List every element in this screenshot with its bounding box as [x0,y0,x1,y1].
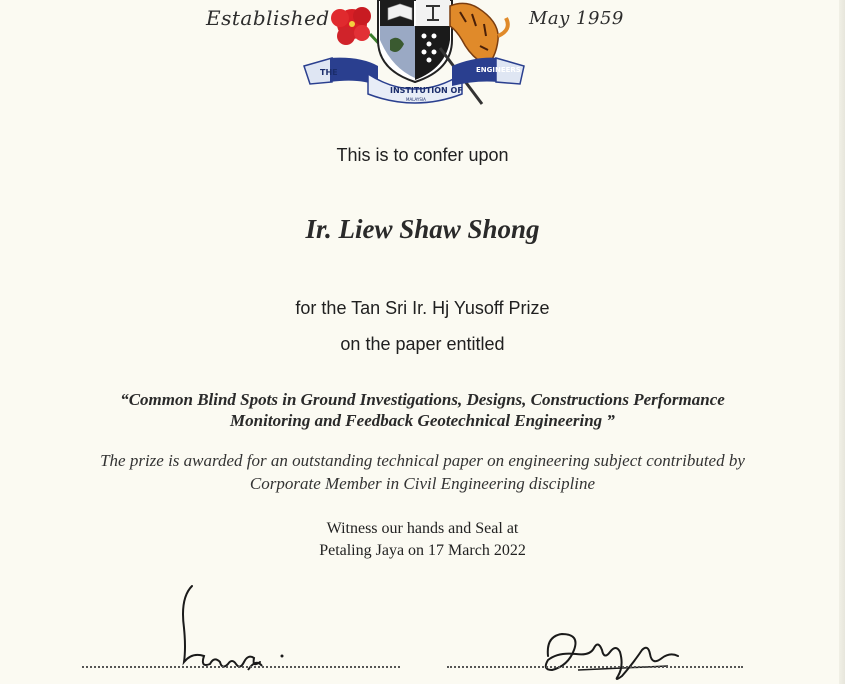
prize-description [60,449,785,495]
witness-line-1: Witness our hands and Seal at [326,520,519,537]
prize-description-line-1: The prize is awarded for an outstanding technical paper on engineering subject contributed by [100,451,745,470]
paper-title-line-1: “Common Blind Spots in Ground Investigations, Designs, Constructions Performance [120,390,725,409]
paper-title-line-2: Monitoring and Feedback Geotechnical Engineering ” [230,411,615,430]
prize-description-line-2: Corporate Member in Civil Engineering discipline [249,474,596,493]
prize-text: for the Tan Sri Ir. Hj Yusoff Prize [295,298,550,318]
recipient-name: Ir. Liew Shaw Shong [305,214,540,244]
paper-intro-text: on the paper entitled [340,334,505,354]
scroll-text-malaysia: MALAYSIA [406,97,426,102]
hibiscus-icon [331,7,385,50]
established-date: May 1959 [529,8,624,29]
left-signature-line [82,666,400,668]
scroll-text-engineers: ENGINEERS [476,66,521,74]
right-signature-line [447,666,743,668]
shield-icon [378,0,452,82]
institution-crest-icon [300,0,530,110]
right-signature-icon [538,626,688,684]
witness-line-2: Petaling Jaya on 17 March 2022 [319,542,526,559]
established-label: Established [206,6,330,30]
scroll-text-institution: INSTITUTION OF [390,86,463,95]
paper-title [60,389,785,431]
scroll-text-the: THE [320,68,338,77]
confer-text: This is to confer upon [336,145,509,165]
witness-statement [0,518,845,562]
